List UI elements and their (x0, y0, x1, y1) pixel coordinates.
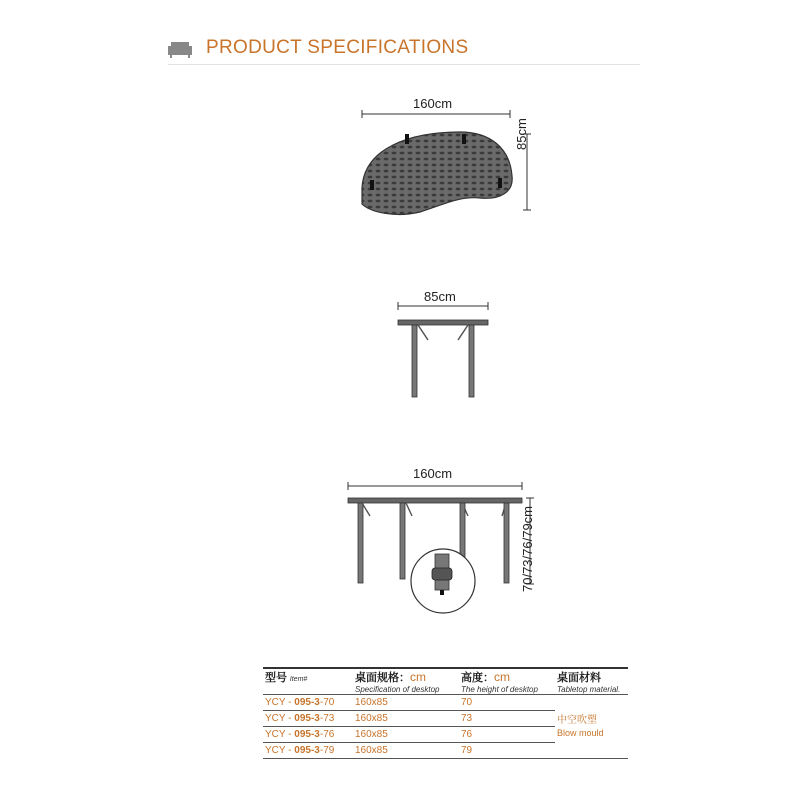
desktop-size: 160x85 (353, 743, 459, 759)
spec-table-header (263, 668, 628, 695)
col-header-material: 桌面材料 Tabletop material. (557, 672, 621, 694)
header-divider (168, 64, 640, 65)
material-en: Blow mould (557, 727, 604, 738)
material-cell (555, 695, 628, 759)
desktop-size: 160x85 (353, 727, 459, 743)
front-view-width-label: 160cm (413, 466, 453, 481)
desktop-height: 73 (459, 711, 555, 727)
item-code: YCY - 095-3-70 (263, 695, 353, 711)
item-code: YCY - 095-3-73 (263, 711, 353, 727)
top-view-drawing (350, 108, 540, 218)
section-header (168, 36, 640, 66)
spec-table (263, 667, 628, 759)
desktop-height: 76 (459, 727, 555, 743)
side-view-width-label: 85cm (424, 289, 456, 304)
desktop-size: 160x85 (353, 695, 459, 711)
desktop-size: 160x85 (353, 711, 459, 727)
top-view-width-label: 160cm (413, 96, 453, 111)
col-header-spec: 桌面规格：cm Specification of desktop (355, 670, 440, 694)
side-view-drawing (390, 300, 500, 400)
front-view-height-label: 70/73/76/79cm (520, 505, 535, 592)
item-code: YCY - 095-3-79 (263, 743, 353, 759)
page-title: PRODUCT SPECIFICATIONS (206, 37, 469, 58)
desktop-height: 79 (459, 743, 555, 759)
item-code: YCY - 095-3-76 (263, 727, 353, 743)
col-header-item: 型号 Item# (265, 672, 308, 684)
material-cn: 中空吹塑 (557, 714, 597, 726)
col-header-height: 高度：cm The height of desktop (461, 670, 538, 694)
desktop-height: 70 (459, 695, 555, 711)
front-view-drawing (340, 476, 540, 626)
top-view-depth-label: 85cm (514, 118, 529, 150)
sofa-icon (168, 40, 192, 58)
table-row (263, 695, 628, 711)
